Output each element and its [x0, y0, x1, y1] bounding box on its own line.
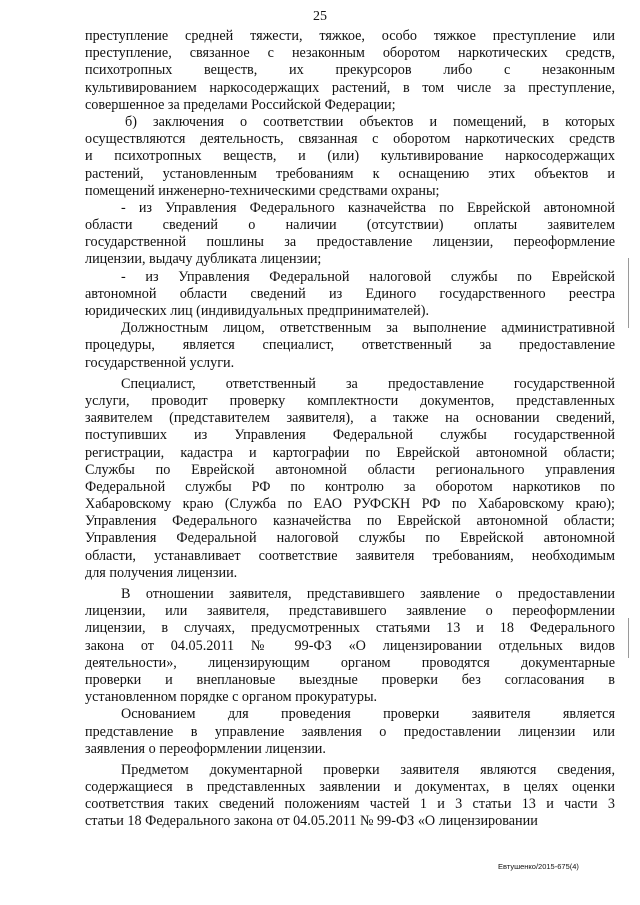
text-line: психотропных веществ, их прекурсоров либо с незаконным: [85, 62, 615, 79]
text-line: области сведений о наличии (отсутствии) оплаты заявителем: [85, 217, 615, 234]
text-line: содержащиеся в представленных заявлении и документах, в целях оценки: [85, 779, 615, 796]
text-line: осуществляются деятельность, связанная с оборотом наркотических средств: [85, 131, 615, 148]
text-line: В отношении заявителя, представившего заявление о предоставлении: [121, 586, 615, 602]
text-line: помещений инженерно-техническими средствами охраны;: [85, 182, 440, 199]
text-line: б) заключения о соответствии объектов и помещений, в которых: [125, 113, 615, 130]
paragraph: [85, 28, 615, 114]
text-line: юридических лиц (индивидуальных предпринимателей).: [85, 303, 430, 319]
text-line: государственной услуги.: [85, 354, 235, 371]
margin-mark: [628, 618, 629, 658]
text-line: Специалист, ответственный за предоставление государственной: [121, 375, 615, 392]
text-line: растений, установленным требованиям к оснащению этих объектов и: [85, 165, 615, 182]
paragraph: [85, 376, 615, 582]
body-text: [85, 28, 615, 831]
text-line: для получения лицензии.: [85, 564, 238, 581]
text-line: совершенное за пределами Российской Федерации;: [85, 96, 396, 113]
paragraph: [85, 269, 615, 321]
text-line: Федеральной службы РФ по контролю за оборотом наркотиков по: [85, 478, 615, 495]
text-line: деятельности», лицензирующим органом проводятся документарные: [85, 654, 615, 671]
text-line: соответствия таких сведений положениям частей 1 и 3 статьи 13 и части 3: [85, 796, 615, 813]
text-line: и психотропных веществ, и (или) культивирование наркосодержащих: [85, 148, 615, 165]
text-line: услуги, проводит проверку комплектности документов, представленных: [85, 392, 615, 409]
text-line: области, устанавливает соответствие заявителя требованиям, необходимым: [85, 547, 615, 564]
text-line: преступление, связанное с незаконным оборотом наркотических средств,: [85, 45, 615, 62]
text-line: преступление средней тяжести, тяжкое, особо тяжкое преступление или: [85, 28, 615, 44]
text-line: Хабаровскому краю (Служба по ЕАО РУФСКН РФ по Хабаровскому краю);: [85, 496, 615, 513]
text-line: Управления Федерального казначейства по Еврейской автономной области;: [85, 513, 615, 530]
text-line: государственной пошлины за предоставление лицензии, переоформление: [85, 234, 615, 251]
text-line: Предметом документарной проверки заявителя являются сведения,: [121, 761, 615, 778]
margin-mark: [628, 258, 629, 328]
text-line: лицензии, в случаях, предусмотренных статьями 13 и 18 Федерального: [85, 620, 615, 637]
paragraph: [85, 200, 615, 269]
text-line: Должностным лицом, ответственным за выполнение административной: [121, 320, 615, 337]
text-line: установленном порядке с органом прокуратуры.: [85, 689, 378, 706]
text-line: Управления Федеральной налоговой службы по Еврейской автономной: [85, 530, 615, 547]
text-line: культивированием наркосодержащих растений, в том числе за преступление,: [85, 79, 615, 96]
text-line: поступивших из Управления Федеральной службы государственной: [85, 427, 615, 444]
text-line: Службы по Еврейской автономной области регионального управления: [85, 461, 615, 478]
paragraph: [85, 706, 615, 758]
text-line: автономной области сведений из Единого государственного реестра: [85, 285, 615, 302]
text-line: проверки и внеплановые выездные проверки без согласования в: [85, 671, 615, 688]
text-line: - из Управления Федерального казначейства по Еврейской автономной: [121, 199, 615, 216]
footer-code: Евтушенко/2015-675(4): [498, 862, 579, 871]
paragraph: [85, 762, 615, 831]
text-line: заявителем (представителем заявителя), а также на основании сведений,: [85, 410, 615, 427]
text-line: лицензии, или заявителя, представившего заявление о переоформлении: [85, 603, 615, 620]
text-line: представление в управление заявления о предоставлении лицензии или: [85, 723, 615, 740]
page-number: 25: [313, 9, 327, 24]
text-line: - из Управления Федеральной налоговой службы по Еврейской: [121, 268, 615, 285]
text-line: заявления о переоформлении лицензии.: [85, 740, 326, 757]
text-line: процедуры, является специалист, ответственный за предоставление: [85, 337, 615, 354]
paragraph: [85, 320, 615, 372]
paragraph: [85, 586, 615, 706]
text-line: закона от 04.05.2011 № 99-ФЗ «О лицензировании отдельных видов: [85, 637, 615, 654]
text-line: Основанием для проведения проверки заявителя является: [121, 706, 615, 723]
paragraph: [85, 114, 615, 200]
text-line: статьи 18 Федерального закона от 04.05.2011 № 99-ФЗ «О лицензировании: [85, 813, 538, 830]
text-line: регистрации, кадастра и картографии по Еврейской автономной области;: [85, 444, 615, 461]
text-line: лицензии, выдачу дубликата лицензии;: [85, 251, 322, 268]
